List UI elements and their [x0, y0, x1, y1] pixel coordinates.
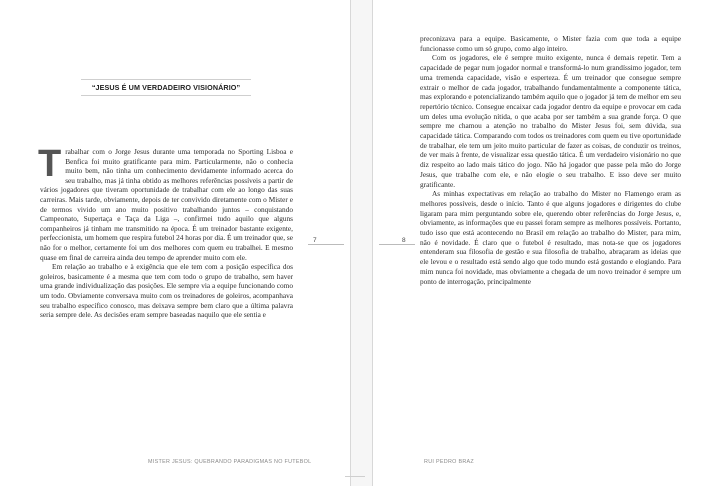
- paragraph: Com os jogadores, ele é sempre muito exigente, nunca é demais repetir. Tem a capacidade de pegar num jogador normal e transformá-lo num grandíssimo jogador, tem uma tremenda capacidade, visão e esperteza. É um treinador que consegue sempre extrair o melhor de cada jogador, trabalhando fundamentalmente a componente tática, mas explorando e potencializando também aquilo que o jogador já tem de melhor em seu repertório técnico. Consegue encaixar cada jogador dentro da equipe e provocar em cada um deles uma evolução nítida, o que acaba por ser também a sua grande força. O que sempre me chamou a atenção no trabalho do Mister Jesus foi, sem dúvida, sua capacidade tática. Comparando com todos os treinadores com quem eu tive oportunidade de trabalhar, ele tem um jeito muito particular de fazer as coisas, de conduzir os treinos, de ver mais à frente, de visualizar essa questão tática. É um verdadeiro visionário no que diz respeito ao lado mais tático do jogo. Não há jogador que passe pela mão do Jorge Jesus, que trabalhe com ele, e não elogie o seu trabalho. E isso deve ser muito gratificante.: [420, 53, 681, 189]
- footer-book-title: MISTER JESUS: QUEBRANDO PARADIGMAS NO FUTEBOL: [148, 459, 312, 465]
- book-gutter: [350, 0, 373, 486]
- paragraph: As minhas expectativas em relação ao trabalho do Mister no Flamengo eram as melhores possíveis, desde o início. Tanto é que alguns jogadores e dirigentes do clube ligaram para mim perguntando sobre ele, querendo obter referências do Jorge Jesus, e, obviamente, as informações que eu passei foram sempre as melhores possíveis. Portanto, tudo isso que está acontecendo no Brasil em relação ao trabalho do Mister, para mim, não é novidade. É claro que o futebol é resultado, mas nota-se que os jogadores entenderam sua filosofia de gestão e sua filosofia de trabalho, abraçaram as ideias que ele levou e o resultado está sendo algo que todo mundo está gostando e elogiando. Para mim nunca foi novidade, mas obviamente a chegada de um novo treinador é sempre um ponto de interrogação, principalmente: [420, 189, 681, 286]
- right-page-body: [420, 34, 681, 286]
- paragraph: Em relação ao trabalho e à exigência que ele tem com a posição específica dos goleiros, basicamente é a mesma que tem com todo o grupo de trabalho, sem haver uma grande individualização das posições. Ele sempre via a equipe funcionando como um todo. Obviamente conversava muito com os treinadores de goleiros, acompanhava seu trabalho específico conosco, mas deixava sempre bem claro que a última palavra seria sempre dele. As decisões eram sempre baseadas naquilo que ele sentia e: [40, 262, 293, 320]
- page-number-left: 7: [313, 237, 317, 244]
- page-edge-mark: [345, 476, 365, 477]
- chapter-title-box: [81, 79, 251, 96]
- gutter-line: [350, 0, 351, 486]
- footer-author: RUI PEDRO BRAZ: [424, 459, 475, 465]
- paragraph: preconizava para a equipe. Basicamente, o Mister fazia com que toda a equipe funcionasse como um só grupo, como algo inteiro.: [420, 34, 681, 53]
- chapter-title: “JESUS É UM VERDADEIRO VISIONÁRIO”: [91, 83, 241, 92]
- left-page-body: [38, 143, 293, 320]
- left-page: [0, 0, 350, 486]
- paragraph: Trabalhar com o Jorge Jesus durante uma temporada no Sporting Lisboa e Benfica foi muito gratificante para mim. Particularmente, não o conhecia muito bem, não tinha um conhecimento devidamente informado acerca do seu trabalho, mas já tinha obtido as melhores referências possíveis a partir de vários jogadores que tiveram oportunidade de trabalhar com ele ao longo das suas carreiras. Mais tarde, obviamente, depois de ter convivido diretamente com o Mister e de termos vivido um ano muito positivo trabalhando juntos – conquistando Campeonato, Supertaça e Taça da Liga –, confirmei tudo aquilo que alguns companheiros já tinham me transmitido na época. É um treinador bastante exigente, perfeccionista, um homem que respira futebol 24 horas por dia. É um treinador que, se não for o melhor, certamente foi um dos melhores com quem eu trabalhei. E mesmo quase em final de carreira ainda deu tempo de aprender muito com ele.: [38, 143, 293, 262]
- page-number-rule: [379, 244, 415, 245]
- page-number-rule: [308, 244, 344, 245]
- drop-cap: T: [38, 143, 62, 185]
- page-number-right: 8: [402, 237, 406, 244]
